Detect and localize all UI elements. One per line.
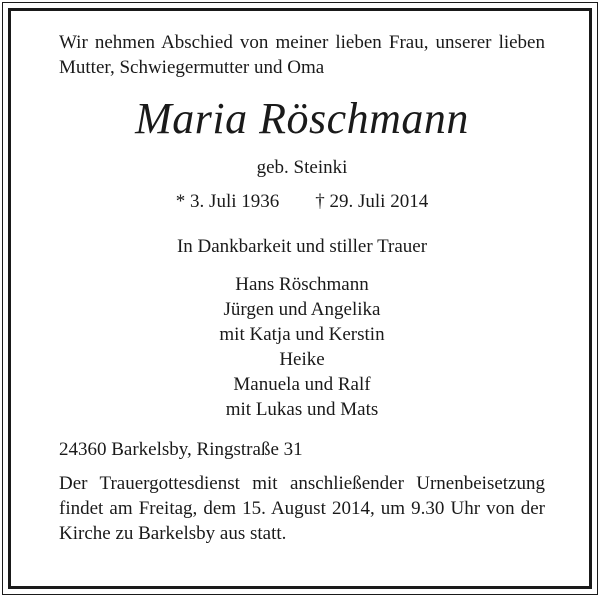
mourner-line: Hans Röschmann	[235, 274, 369, 295]
obituary-notice	[59, 30, 545, 565]
mourner-line: Manuela und Ralf	[233, 374, 371, 395]
mourner-line: mit Lukas und Mats	[225, 399, 379, 420]
mourner-line: mit Katja und Kerstin	[219, 324, 385, 345]
intro-text: Wir nehmen Abschied von meiner lieben Frau, unserer lieben Mutter, Schwiegermutter und Oma	[59, 32, 545, 78]
deceased-name: Maria Röschmann	[135, 94, 469, 143]
life-dates	[59, 189, 545, 214]
funeral-info: Der Trauergottesdienst mit anschließender Urnenbeisetzung findet am Freitag, dem 15. August 2014, um 9.30 Uhr von der Kirche zu Barkelsby aus statt.	[59, 473, 545, 544]
mourner-line: Jürgen und Angelika	[223, 299, 381, 320]
mourners-list	[59, 272, 545, 422]
mourner-line: Heike	[279, 349, 325, 370]
thanks-line: In Dankbarkeit und stiller Trauer	[176, 236, 428, 257]
birth-date: * 3. Juli 1936	[175, 191, 280, 212]
address-line: 24360 Barkelsby, Ringstraße 31	[59, 439, 303, 460]
maiden-name: geb. Steinki	[256, 157, 348, 178]
death-date: † 29. Juli 2014	[315, 191, 429, 212]
